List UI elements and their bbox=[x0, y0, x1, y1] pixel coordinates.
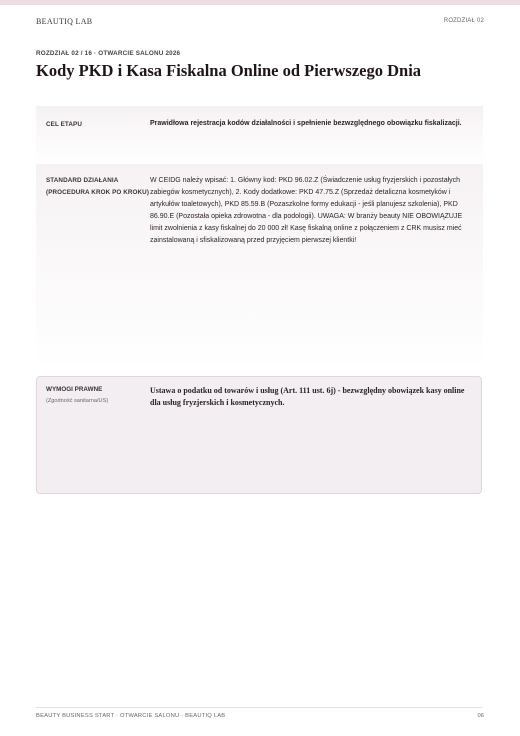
goal-text: Prawidłowa rejestracja kodów działalności i spełnienie bezwzględnego obowiązku fiskalizacji. bbox=[150, 120, 462, 127]
standard-text: W CEIDG należy wpisać: 1. Główny kod: PKD 96.02.Z (Świadczenie usług fryzjerskich i pozostałych zabiegów kosmetycznych), 2. Kody dodatkowe: PKD 47.75.Z (Sprzedaż detaliczna kosmetyków i artykułów toaletowych), PKD 85.59.B (Pozaszkolne formy edukacji - jeśli planujesz szkolenia), PKD 86.90.E (Pozostała opieka zdrowotna - dla podologii). UWAGA: W branży beauty NIE OBOWIĄZUJE limit zwolnienia z kasy fiskalnej do 20 000 zł! Kasę fiskalną online z połączeniem z CRK musisz mieć zainstalowaną i sfiskalizowaną przed przyjęciem pierwszej klientki! bbox=[150, 177, 463, 245]
footer-divider bbox=[36, 707, 483, 708]
legal-text: Ustawa o podatku od towarów i usług (Art. 111 ust. 6j) - bezwzględny obowiązek kasy online dla usług fryzjerskich i kosmetycznych. bbox=[150, 386, 465, 407]
legal-label: WYMOGI PRAWNE bbox=[46, 386, 103, 393]
brand-name: BEAUTIQ LAB bbox=[36, 17, 93, 26]
legal-requirements-box bbox=[36, 376, 482, 494]
section-eyebrow: ROZDZIAŁ 02 / 16 · OTWARCIE SALONU 2026 bbox=[36, 50, 181, 57]
legal-sublabel: (Zgodność sanitarna/US) bbox=[46, 398, 109, 404]
standard-row bbox=[36, 164, 483, 370]
top-accent-bar bbox=[0, 0, 520, 5]
footer-text: BEAUTY BUSINESS START · OTWARCIE SALONU · BEAUTIQ LAB bbox=[36, 713, 226, 719]
page-title: Kody PKD i Kasa Fiskalna Online od Pierwszego Dnia bbox=[36, 61, 422, 80]
standard-label bbox=[46, 175, 158, 198]
goal-label: CEL ETAPU bbox=[46, 121, 83, 128]
goal-row bbox=[36, 106, 483, 164]
page-number: 06 bbox=[477, 713, 484, 719]
standard-label-line1: STANDARD DZIAŁANIA bbox=[46, 177, 119, 184]
standard-label-line2: (PROCEDURA KROK PO KROKU) bbox=[46, 188, 150, 196]
chapter-marker: ROZDZIAŁ 02 bbox=[443, 18, 484, 24]
